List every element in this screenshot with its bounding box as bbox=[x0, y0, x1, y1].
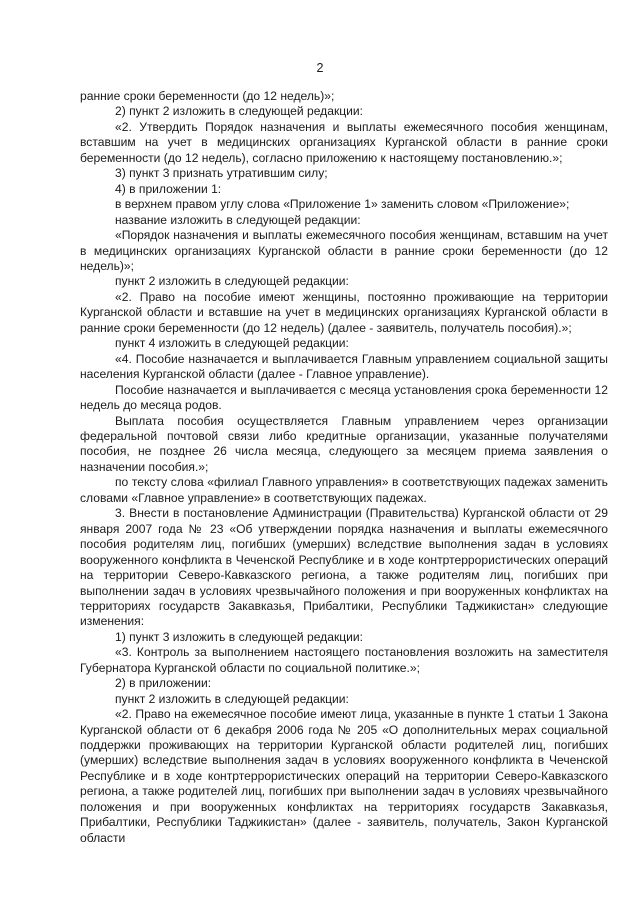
paragraph: 3. Внести в постановление Администрации (Правительства) Курганской области от 29 января 2007 года № 23 «Об утверждении порядка назначения и выплаты ежемесячного пособия родителям лиц, погибших (умерших) вследствие выполнения задач в условиях вооруженного конфликта в Чеченской Республике и в ходе контртеррористических операций на территории Северо-Кавказского региона, а также родителям лиц, погибших при выполнении задач в условиях чрезвычайного положения и при вооруженных конфликтах на территориях государств Закавказья, Прибалтики, Республики Таджикистан» следующие изменения: bbox=[80, 506, 608, 629]
paragraph: Пособие назначается и выплачивается с месяца установления срока беременности 12 недель до месяца родов. bbox=[80, 382, 608, 413]
paragraph: Выплата пособия осуществляется Главным управлением через организации федеральной почтовой связи либо кредитные организации, указанные получателями пособия, не позднее 26 числа месяца, следующего за месяцем приема заявления о назначении пособия.»; bbox=[80, 413, 608, 474]
page-number: 2 bbox=[316, 61, 324, 75]
paragraph: 3) пункт 3 признать утратившим силу; bbox=[115, 166, 328, 181]
paragraph: 2) пункт 2 изложить в следующей редакции: bbox=[115, 104, 364, 119]
paragraph: 1) пункт 3 изложить в следующей редакции: bbox=[115, 629, 364, 644]
paragraph: 2) в приложении: bbox=[115, 676, 212, 691]
paragraph: пункт 2 изложить в следующей редакции: bbox=[115, 691, 349, 706]
paragraph: «2. Право на ежемесячное пособие имеют лица, указанные в пункте 1 статьи 1 Закона Курганской области от 6 декабря 2006 года № 205 «О дополнительных мерах социальной поддержки проживающих на территории Курганской области родителей лиц, погибших (умерших) вследствие выполнения задач в условиях вооруженного конфликта в Чеченской Республике и в ходе контртеррористических операций на территории Северо-Кавказского региона, а также родителей лиц, погибших при выполнении задач в условиях чрезвычайного положения и при вооруженных конфликтах на территориях государств Закавказья, Прибалтики, Республики Таджикистан» (далее - заявитель, получатель, Закон Курганской области bbox=[80, 707, 608, 845]
document-body bbox=[80, 89, 608, 846]
paragraph: пункт 4 изложить в следующей редакции: bbox=[115, 336, 349, 351]
paragraph: по тексту слова «филиал Главного управления» в соответствующих падежах заменить словами «Главное управление» в соответствующих падежах. bbox=[80, 475, 608, 505]
paragraph: название изложить в следующей редакции: bbox=[115, 212, 361, 227]
paragraph: пункт 2 изложить в следующей редакции: bbox=[115, 274, 349, 289]
paragraph: ранние сроки беременности (до 12 недель)»; bbox=[80, 89, 335, 103]
paragraph: «4. Пособие назначается и выплачивается Главным управлением социальной защиты населения Курганской области (далее - Главное управление). bbox=[80, 351, 608, 382]
paragraph: 4) в приложении 1: bbox=[115, 181, 222, 196]
paragraph: в верхнем правом углу слова «Приложение 1» заменить словом «Приложение»; bbox=[115, 197, 570, 212]
paragraph: «2. Право на пособие имеют женщины, постоянно проживающие на территории Курганской области и вставшие на учет в медицинских организациях Курганской области в ранние сроки беременности (до 12 недель) (далее - заявитель, получатель пособия).»; bbox=[80, 289, 608, 335]
paragraph: «2. Утвердить Порядок назначения и выплаты ежемесячного пособия женщинам, вставшим на учет в медицинских организациях Курганской области в ранние сроки беременности (до 12 недель), согласно приложению к настоящему постановлению.»; bbox=[80, 119, 608, 165]
paragraph: «3. Контроль за выполнением настоящего постановления возложить на заместителя Губернатора Курганской области по социальной политике.»; bbox=[80, 645, 608, 675]
paragraph: «Порядок назначения и выплаты ежемесячного пособия женщинам, вставшим на учет в медицинских организациях Курганской области в ранние сроки беременности (до 12 недель)»; bbox=[80, 228, 608, 273]
